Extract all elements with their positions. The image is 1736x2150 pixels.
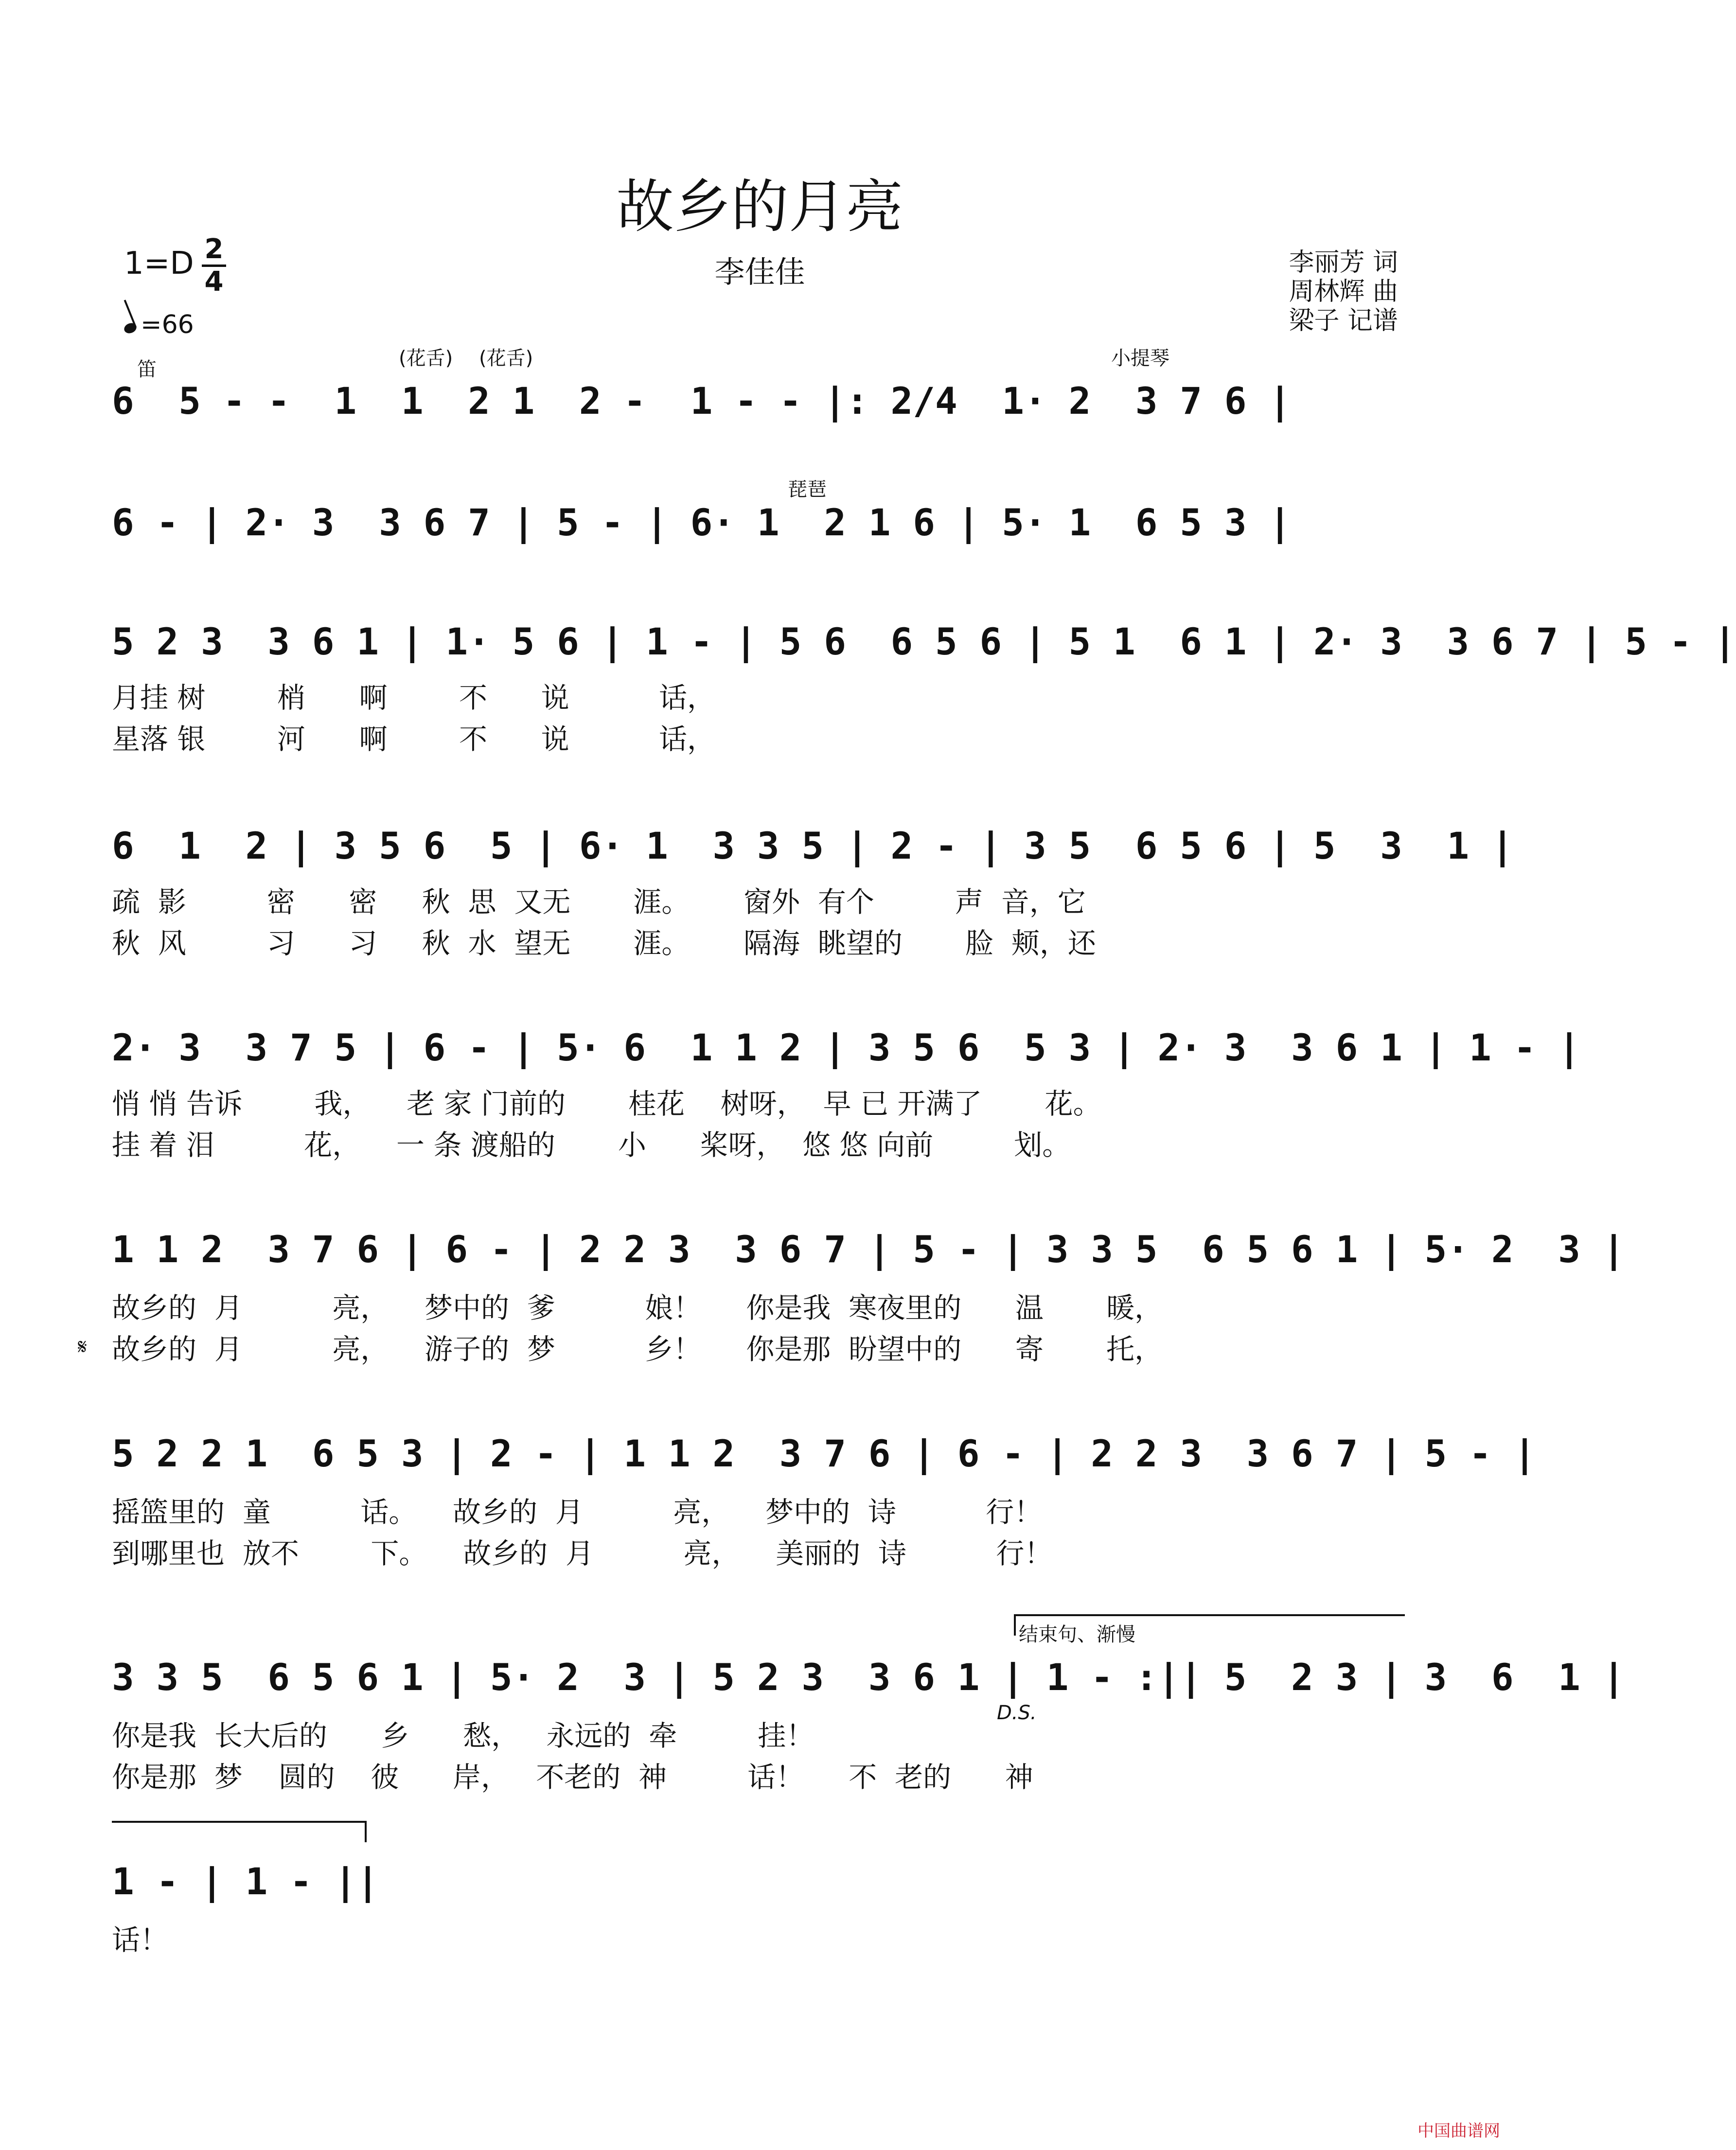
page-title: 故乡的月亮	[616, 173, 903, 240]
lyric-3-verse-1: 月挂 树 梢 啊 不 说 话，	[112, 681, 716, 714]
lyric-4-verse-1: 疏 影 密 密 秋 思 又无 涯。 窗外 有个 声 音，它	[112, 885, 1086, 918]
lyric-8-verse-2: 你是那 梦 圆的 彼 岸， 不老的 神 话！ 不 老的 神	[112, 1761, 1033, 1794]
quarter-note-icon	[123, 321, 138, 335]
ds-mark: D.S.	[997, 1702, 1037, 1724]
violin-mark: 小提琴	[1111, 347, 1169, 370]
site-logo: 中国曲谱网	[1417, 2121, 1500, 2141]
lyric-7-verse-2: 到哪里也 放不 下。 故乡的 月 亮， 美丽的 诗 行！	[112, 1537, 1053, 1570]
time-signature: $\frac{2}{4}$	[202, 234, 226, 297]
credits	[1289, 248, 1398, 335]
lyric-6-verse-1: 故乡的 月 亮， 梦中的 爹 娘！ 你是我 寒夜里的 温 暖，	[112, 1291, 1163, 1324]
score-line-9: 1 - | 1 - ||	[112, 1860, 379, 1903]
score-line-1: 6 5 - - 1 1 2 1 2 - 1 - - |: 2/4 1· 2 3 7 6 |	[112, 379, 1292, 423]
score-line-4: 6 1 2 | 3 5 6 5 | 6· 1 3 3 5 | 2 - | 3 5 6 5 6 | 5 3 1 |	[112, 824, 1514, 867]
tempo-marking: =66	[124, 310, 194, 339]
pipa-mark: 琵琶	[788, 478, 827, 501]
lyric-4-verse-2: 秋 风 习 习 秋 水 望无 涯。 隔海 眺望的 脸 颊，还	[112, 927, 1096, 960]
score-line-8: 3 3 5 6 5 6 1 | 5· 2 3 | 5 2 3 3 6 1 | 1 - :|| 5 2 3 | 3 6 1 |	[112, 1656, 1625, 1699]
score-line-5: 2· 3 3 7 5 | 6 - | 5· 6 1 1 2 | 3 5 6 5 3 | 2· 3 3 6 1 | 1 - |	[112, 1026, 1580, 1069]
score-line-6: 1 1 2 3 7 6 | 6 - | 2 2 3 3 6 7 | 5 - | 3 3 5 6 5 6 1 | 5· 2 3 |	[112, 1228, 1625, 1271]
score-line-3: 5 2 3 3 6 1 | 1· 5 6 | 1 - | 5 6 6 5 6 | 5 1 6 1 | 2· 3 3 6 7 | 5 - |	[112, 620, 1736, 663]
lyric-3-verse-2: 星落 银 河 啊 不 说 话，	[112, 723, 716, 756]
singer: 李佳佳	[714, 254, 805, 290]
composer: 周林辉 曲	[1289, 277, 1398, 306]
score-line-2: 6 - | 2· 3 3 6 7 | 5 - | 6· 1 2 1 6 | 5· 1 6 5 3 |	[112, 501, 1292, 544]
lyric-8-verse-1: 你是我 长大后的 乡 愁， 永远的 牵 挂！	[112, 1719, 815, 1752]
lyric-5-verse-1: 悄 悄 告诉 我， 老 家 门前的 桂花 树呀， 早 已 开满了 花。	[112, 1087, 1101, 1120]
segno-icon: 𝄋	[78, 1335, 87, 1359]
lyric-7-verse-1: 摇篮里的 童 话。 故乡的 月 亮， 梦中的 诗 行！	[112, 1496, 1043, 1529]
ending-bracket-2	[112, 1821, 367, 1842]
score-line-7: 5 2 2 1 6 5 3 | 2 - | 1 1 2 3 7 6 | 6 - | 2 2 3 3 6 7 | 5 - |	[112, 1432, 1536, 1475]
lyric-9-verse-1: 话！	[112, 1923, 169, 1956]
lyricist: 李丽芳 词	[1289, 248, 1398, 277]
flute-mark: 笛	[137, 358, 157, 381]
ending-mark: 结束句、渐慢	[1019, 1623, 1135, 1646]
lyric-5-verse-2: 挂 着 泪 花， 一 条 渡船的 小 桨呀， 悠 悠 向前 划。	[112, 1128, 1071, 1162]
lyric-6-verse-2: 故乡的 月 亮， 游子的 梦 乡！ 你是那 盼望中的 寄 托，	[112, 1333, 1163, 1366]
transcriber: 梁子 记谱	[1289, 306, 1398, 335]
key-signature: 1=D	[124, 246, 194, 282]
flutter-mark-1: (花舌)	[399, 347, 453, 370]
flutter-mark-2: (花舌)	[479, 347, 533, 370]
